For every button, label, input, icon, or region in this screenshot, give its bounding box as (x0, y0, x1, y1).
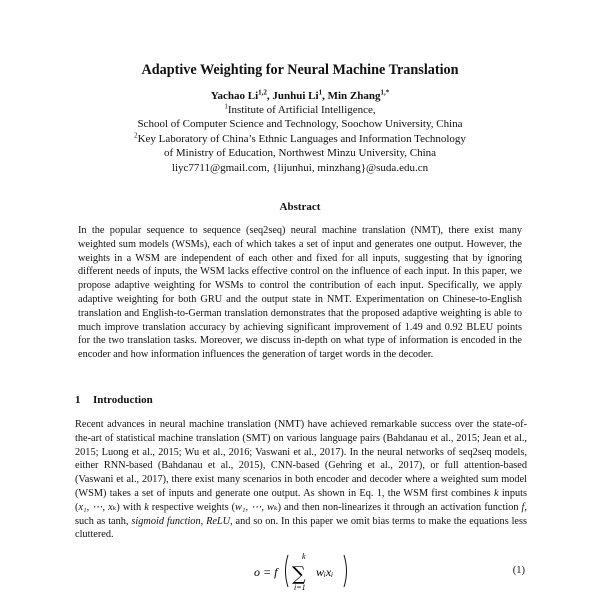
author-name: Yachao Li (210, 90, 259, 102)
equation-number: (1) (512, 565, 525, 576)
author-sup: 1,* (380, 88, 390, 97)
sum-lower-limit: i=1 (294, 583, 306, 592)
equation-1 (250, 550, 400, 592)
affiliation-2-line-2: of Ministry of Education, Northwest Minzu University, China (163, 147, 437, 159)
section-heading (75, 393, 153, 407)
affiliation-1-line-1: $^1$Institute of Artificial Intelligence, (224, 102, 376, 116)
affiliation-1-line-2: School of Computer Science and Technology, Soochow University, China (137, 118, 463, 130)
author-list: Yachao Li$^{1,2}$, Junhui Li$^1$, Min Zhang$^{1,*}$ (210, 88, 390, 102)
equation-lhs: o = f (254, 565, 278, 579)
section-title: Introduction (93, 394, 153, 406)
left-paren (286, 555, 289, 587)
author-email[interactable]: liyc7711@gmail.com, {lijunhui, minzhang}@suda.edu.cn (171, 162, 429, 174)
author-sup: 1,2 (258, 88, 267, 97)
author-name: Junhui Li (272, 90, 319, 102)
abstract-text: In the popular sequence to sequence (seq2seq) neural machine translation (NMT), there exist many weighted sum models (WSMs), each of which takes a set of input and generates one output. However, the weights in a WSM are independent of each other and fixed for all inputs, suggesting that by ignoring different needs of inputs, the WSM lacks effective control on the influence of each input. In this paper, we propose adaptive weighting for WSMs to control the contribution of each input. Specifically, we apply adaptive weighting for both GRU and the output state in NMT. Experimentation on Chinese-to-English translation and English-to-German translation demonstrates that the proposed adaptive weighting is able to much improve translation accuracy by achieving significant improvement of 1.49 and 0.92 BLEU points for the two translation tasks. Moreover, we discuss in-depth on what type of information is encoded in the encoder and how information influences the generation of target words in the decoder. (78, 225, 522, 361)
equation-term: wᵢxᵢ (316, 565, 334, 579)
affiliation-sup: 2 (134, 131, 138, 140)
paper-title: Adaptive Weighting for Neural Machine Translation (141, 62, 459, 78)
sum-symbol: ∑ (292, 563, 306, 585)
section-number: 1 (75, 394, 81, 406)
author-name: Min Zhang (327, 90, 381, 102)
affiliation-sup: 1 (224, 102, 228, 111)
abstract-heading: Abstract (279, 201, 321, 213)
intro-paragraph: Recent advances in neural machine translation (NMT) have achieved remarkable success over the state-of-the-art of statistical machine translation (SMT) on various language pairs (Bahdanau et al., 2015; Jean et al., 2015; Luong et al., 2015; Wu et al., 2016; Vaswani et al., 2017). In the neural networks of seq2seq models, either RNN-based (Bahdanau et al., 2015), CNN-based (Gehring et al., 2017), or full attention-based (Vaswani et al., 2017), there exist many scenarios in both encoder and decoder where a weighted sum model (WSM) takes a set of inputs and generate one output. As shown in Eq. 1, the WSM first combines k inputs (x₁, ⋯, xₖ) with k respective weights (w₁, ⋯, wₖ) and then non-linearizes it through an activation function f, such as tanh, sigmoid function, ReLU, and so on. In this paper we omit bias terms to make the equations less cluttered. (75, 419, 528, 541)
right-paren (344, 555, 347, 587)
author-sup: 1 (318, 88, 323, 97)
affiliation-2-line-1: $^2$Key Laboratory of China’s Ethnic Languages and Information Technology (134, 131, 466, 145)
sum-upper-limit: k (302, 552, 306, 561)
